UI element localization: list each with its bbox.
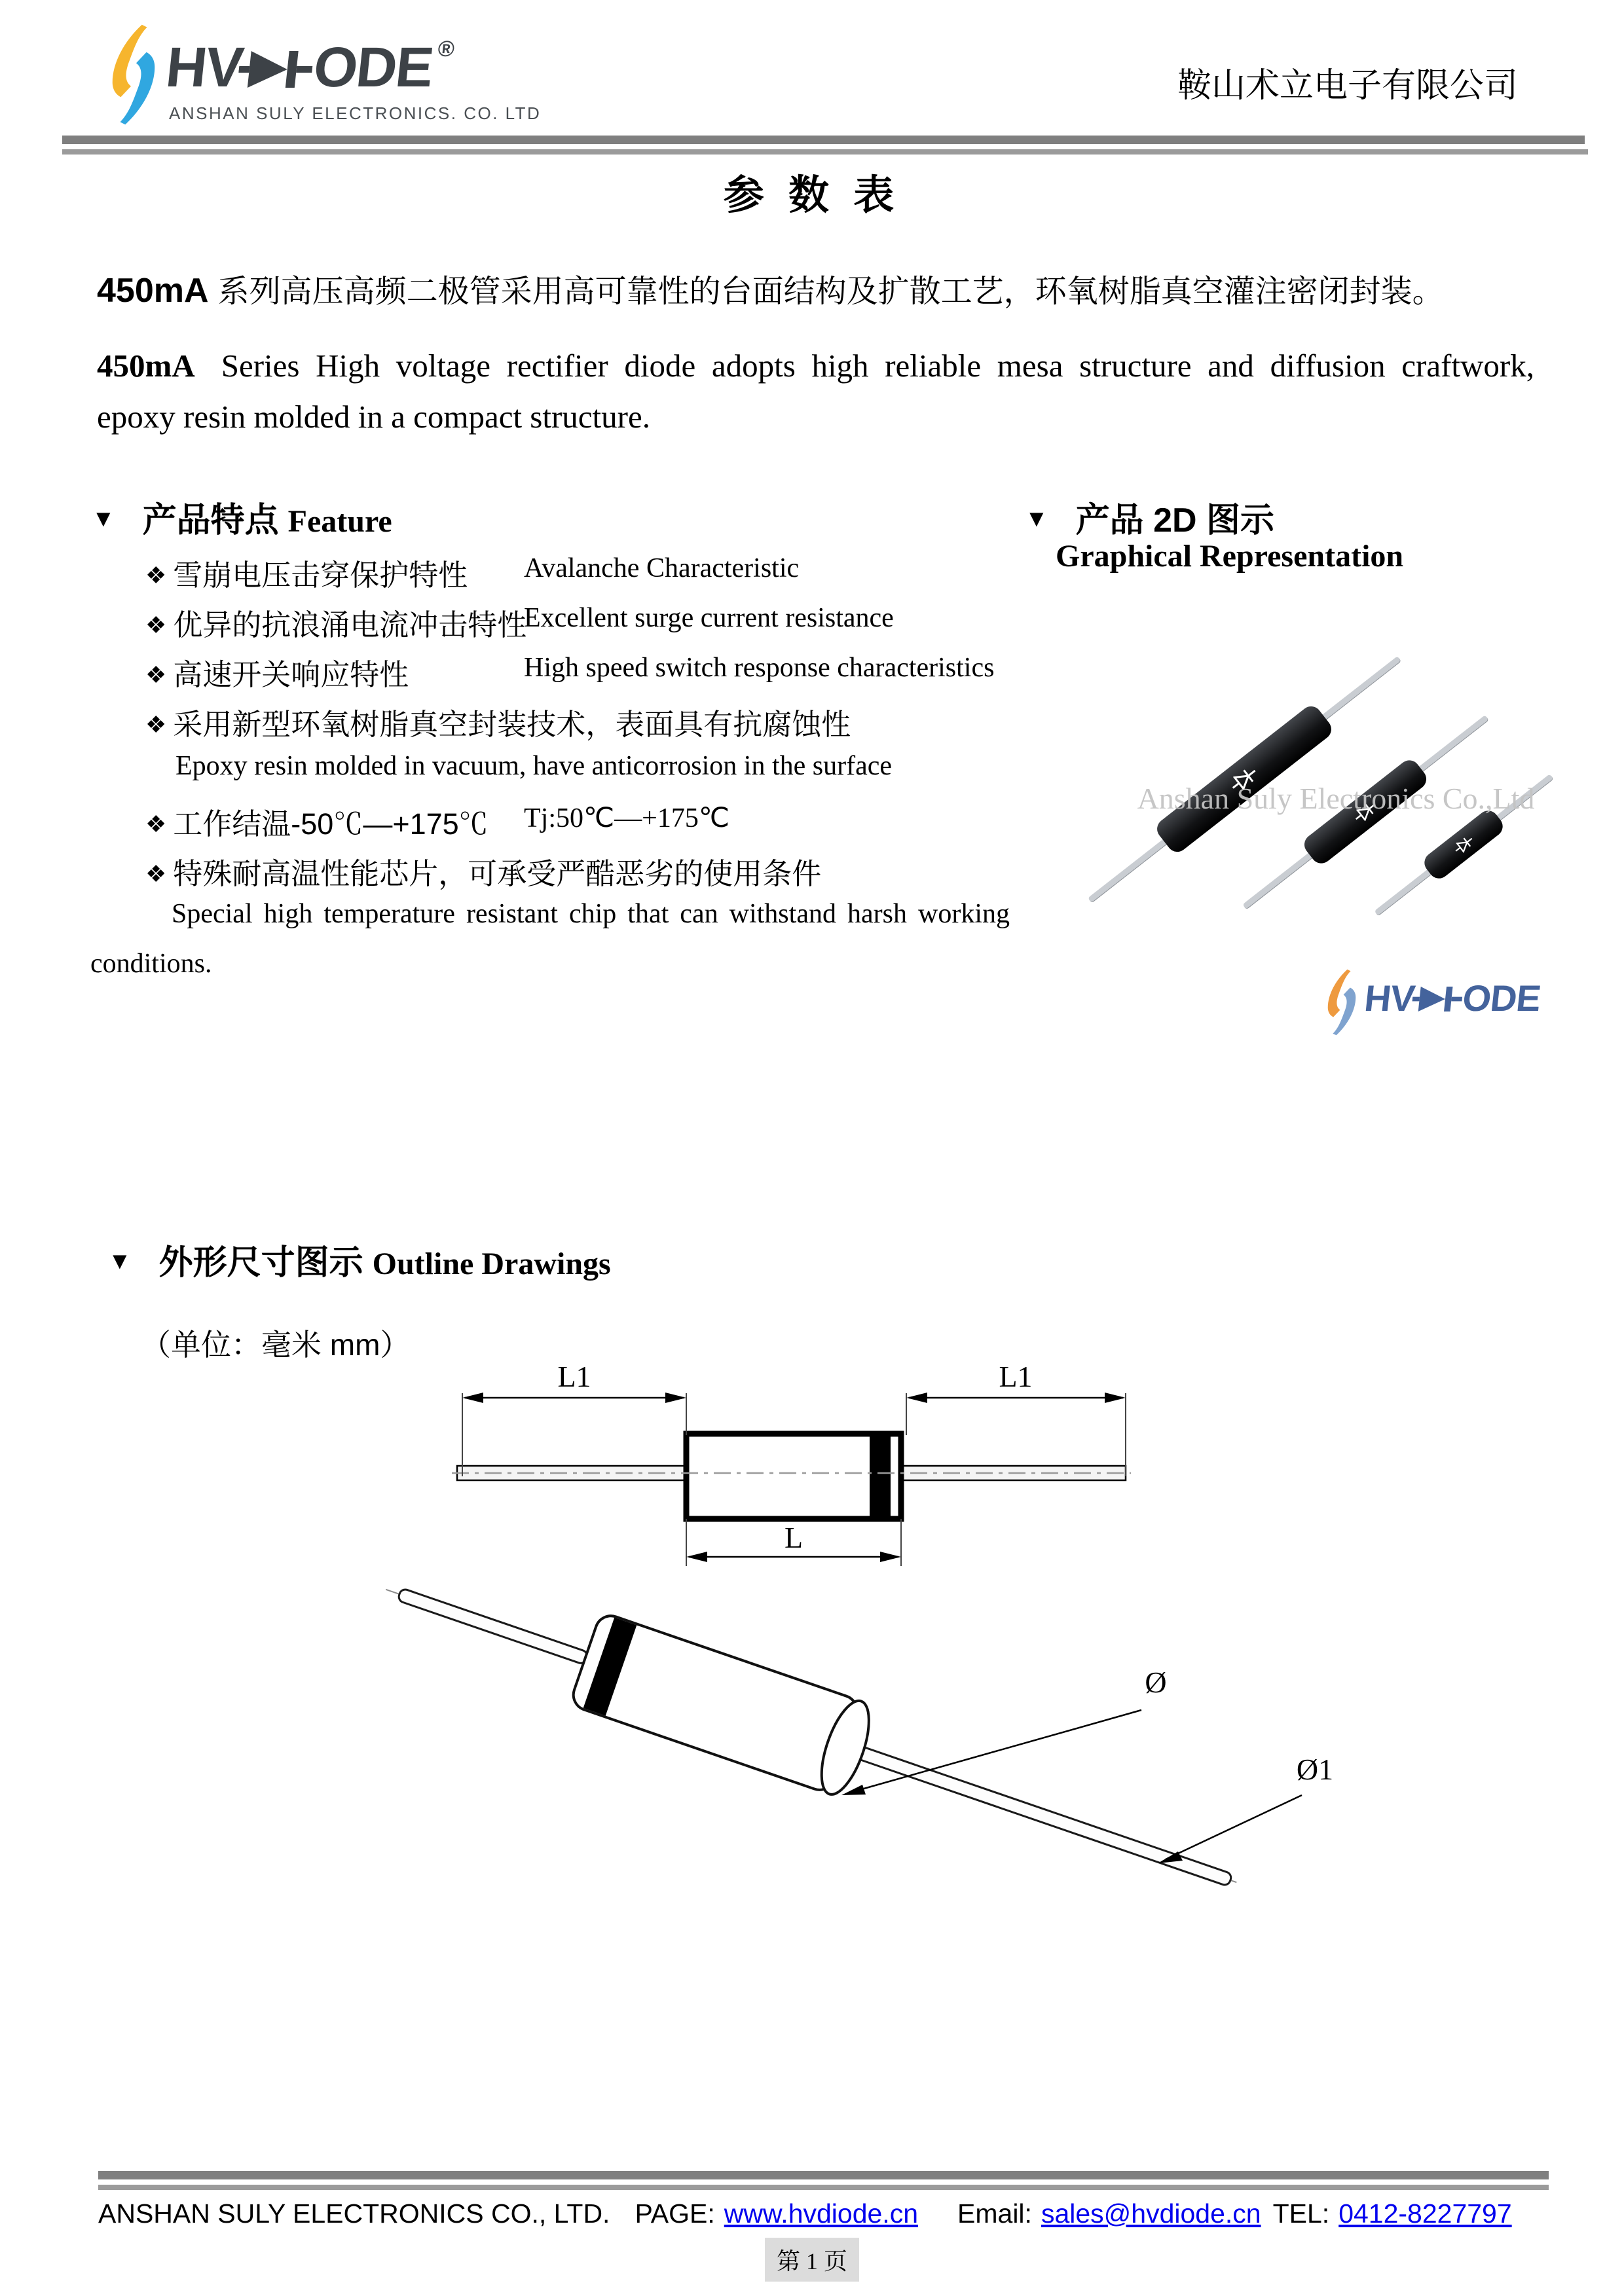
lightning-bolt-icon xyxy=(1323,968,1361,1037)
brand-wordmark xyxy=(163,35,454,100)
brand-wordmark xyxy=(1363,977,1543,1019)
footer-page-label: PAGE: xyxy=(635,2198,715,2229)
feature-heading-en: Feature xyxy=(287,504,392,539)
product-photo xyxy=(1087,645,1585,939)
section-marker-icon: ▼ xyxy=(1025,505,1048,532)
registered-trademark: ® xyxy=(436,37,454,62)
outline-heading-cn: 外形尺寸图示 xyxy=(158,1244,363,1282)
intro-paragraph-en xyxy=(97,340,1534,443)
lead-upper xyxy=(397,1588,589,1665)
tel-link[interactable]: 0412-8227797 xyxy=(1338,2198,1512,2229)
footer-email-label: Email: xyxy=(957,2198,1032,2229)
graphic-section-heading xyxy=(1025,492,1274,541)
header-rule-thin xyxy=(62,149,1588,155)
feature-item-en: Excellent surge current resistance xyxy=(524,603,894,633)
diameter-leaders xyxy=(841,1710,1302,1863)
footer-company: ANSHAN SULY ELECTRONICS CO., LTD. xyxy=(98,2198,610,2229)
diamond-bullet-icon: ❖ xyxy=(145,611,167,638)
company-name-cn: 鞍山术立电子有限公司 xyxy=(1177,67,1518,105)
section-marker-icon: ▼ xyxy=(92,505,115,532)
intro-text-en-line2: epoxy resin molded in a compact structure. xyxy=(97,399,650,435)
outline-2d-drawing xyxy=(452,1362,1133,1584)
feature-item xyxy=(98,850,1067,889)
dim-label-l1-left: L1 xyxy=(557,1362,591,1393)
header-rule-thick xyxy=(62,136,1585,144)
footer-tel-label: TEL: xyxy=(1272,2198,1330,2229)
diamond-bullet-icon: ❖ xyxy=(145,811,167,837)
feature-item xyxy=(98,701,1067,740)
header-logo xyxy=(105,18,563,136)
page-title: 参 数 表 xyxy=(723,173,901,218)
feature-item-cn: 雪崩电压击穿保护特性 xyxy=(173,558,468,592)
feature-item-en: Tj:50℃—+175℃ xyxy=(524,803,730,833)
outline-heading-en: Outline Drawings xyxy=(372,1247,611,1281)
diamond-bullet-icon: ❖ xyxy=(145,860,167,887)
website-link[interactable]: www.hvdiode.cn xyxy=(724,2198,919,2229)
footer xyxy=(98,2198,1552,2229)
feature-item-en: High speed switch response characteristics xyxy=(524,653,995,683)
feature-item-cn: 采用新型环氧树脂真空封装技术，表面具有抗腐蚀性 xyxy=(173,708,851,741)
email-link[interactable]: sales@hvdiode.cn xyxy=(1041,2198,1261,2229)
diamond-bullet-icon: ❖ xyxy=(145,562,167,589)
watermark-text: Anshan Suly Electronics Co.,Ltd xyxy=(1137,782,1535,815)
intro-text-en-line1: Series High voltage rectifier diode adopts high reliable mesa structure and diffusion craftwork, xyxy=(221,348,1534,384)
outline-section-heading xyxy=(108,1235,611,1284)
feature-item-cn: 优异的抗浪涌电流冲击特性 xyxy=(173,608,527,642)
brand-prefix: HV xyxy=(163,36,246,99)
dim-label-diameter: Ø xyxy=(1145,1666,1167,1699)
feature-section-heading xyxy=(92,492,392,541)
graphic-heading-cn: 产品 2D 图示 xyxy=(1075,501,1275,539)
lightning-bolt-icon xyxy=(105,22,162,127)
diode-symbol-icon xyxy=(1452,833,1476,856)
graphic-heading-en: Graphical Representation xyxy=(1056,539,1404,574)
intro-model-cn: 450mA xyxy=(97,272,209,310)
dim-label-l1-right: L1 xyxy=(999,1362,1033,1393)
feature-heading-cn: 产品特点 xyxy=(142,501,279,539)
unit-note: （单位：毫米 mm） xyxy=(141,1328,411,1362)
feature-item-cn: 高速开关响应特性 xyxy=(173,658,409,691)
footer-rule-thin xyxy=(98,2185,1549,2190)
feature-closing-line2: conditions. xyxy=(90,949,212,979)
diode-symbol-icon xyxy=(1411,985,1466,1013)
diode-body-outline xyxy=(686,1434,901,1519)
feature-item-en: Avalanche Characteristic xyxy=(524,553,800,583)
feature-item-cn: 特殊耐高温性能芯片，可承受严酷恶劣的使用条件 xyxy=(173,857,822,890)
brand-subtitle: ANSHAN SULY ELECTRONICS. CO. LTD xyxy=(169,103,542,123)
hvdiode-logo-small xyxy=(1323,961,1559,1053)
feature-item xyxy=(98,651,1067,690)
diamond-bullet-icon: ❖ xyxy=(145,661,167,688)
feature-item-cn: 工作结温-50℃—+175℃ xyxy=(173,807,489,841)
intro-paragraph-cn xyxy=(97,266,1564,311)
feature-item xyxy=(98,800,1067,839)
feature-closing-line1: Special high temperature resistant chip that can withstand harsh working xyxy=(172,899,1010,929)
feature-item xyxy=(98,601,1067,640)
outline-3d-drawing xyxy=(380,1571,1362,1912)
intro-model-en: 450mA xyxy=(97,348,195,384)
section-marker-icon: ▼ xyxy=(108,1247,132,1274)
cathode-band xyxy=(870,1436,891,1516)
diamond-bullet-icon: ❖ xyxy=(145,711,167,738)
feature-item xyxy=(98,551,1067,591)
diode-3d-group xyxy=(380,1571,1259,1912)
dim-label-l: L xyxy=(784,1521,803,1554)
diode-symbol-icon xyxy=(237,48,319,90)
brand-suffix: ODE xyxy=(310,36,435,99)
brand-prefix: HV xyxy=(1362,977,1417,1019)
intro-text-cn: 系列高压高频二极管采用高可靠性的台面结构及扩散工艺，环氧树脂真空灌注密闭封装。 xyxy=(217,274,1444,309)
page-number: 第 1 页 xyxy=(765,2238,859,2282)
feature-item-en-plain: Epoxy resin molded in vacuum, have anticorrosion in the surface xyxy=(175,751,893,781)
dim-label-lead-diameter: Ø1 xyxy=(1296,1753,1334,1786)
lead-lower xyxy=(842,1741,1233,1886)
footer-rule-thick xyxy=(98,2171,1549,2179)
brand-suffix: ODE xyxy=(1460,977,1543,1019)
diode-body xyxy=(1420,807,1507,883)
